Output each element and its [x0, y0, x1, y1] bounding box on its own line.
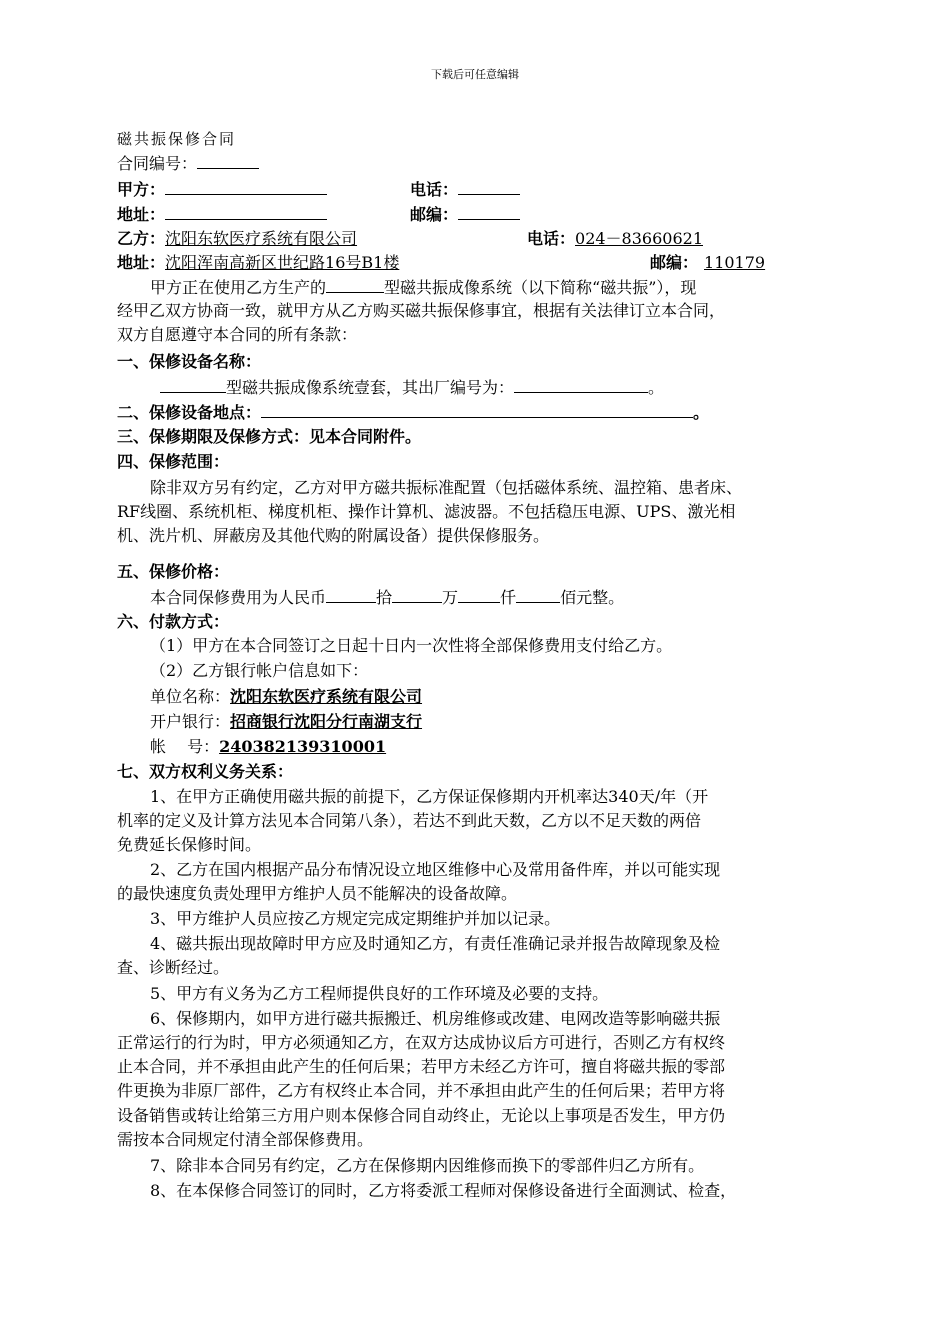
contract-title: 磁共振保修合同: [117, 130, 237, 148]
section-7-heading: 七、双方权利义务关系：: [117, 762, 294, 781]
section-4-line-1: 除非双方另有约定，乙方对甲方磁共振标准配置（包括磁体系统、温控箱、患者床、: [150, 478, 743, 497]
party-b-address: 沈阳浑南高新区世纪路16号B1楼: [165, 253, 400, 272]
party-b-row: [117, 228, 405, 250]
section-5-price: [150, 586, 624, 609]
price-blank-3: [458, 586, 500, 603]
s7-line: 5、甲方有义务为乙方工程师提供良好的工作环境及必要的支持。: [150, 984, 609, 1003]
section-5-heading: 五、保修价格：: [117, 562, 230, 581]
s7-line: 的最快速度负责处理甲方维护人员不能解决的设备故障。: [117, 884, 518, 903]
party-b-postcode-row: [650, 252, 781, 274]
section-1-text: [160, 376, 664, 399]
bank-name: 招商银行沈阳分行南湖支行: [230, 712, 423, 731]
payment-item-2: （2）乙方银行帐户信息如下：: [150, 661, 369, 680]
s7-line: 1、在甲方正确使用磁共振的前提下，乙方保证保修期内开机率达340天/年（开: [150, 787, 709, 806]
s1-text: 型磁共振成像系统壹套，其出厂编号为：: [226, 378, 515, 397]
party-b-postcode-label: 邮编：: [650, 253, 699, 272]
party-a-address-label: 地址：: [117, 205, 166, 224]
party-a-address-blank: [165, 203, 327, 220]
s7-line: 6、保修期内，如甲方进行磁共振搬迁、机房维修或改建、电网改造等影响磁共振: [150, 1009, 721, 1028]
party-a-postcode-label: 邮编：: [410, 205, 459, 224]
s7-line: 2、乙方在国内根据产品分布情况设立地区维修中心及常用备件库，并以可能实现: [150, 860, 721, 879]
party-a-phone-blank: [458, 178, 520, 195]
contract-number-blank: [197, 152, 259, 169]
party-a-phone-row: [410, 178, 520, 201]
party-b-label: 乙方：: [117, 229, 166, 248]
section-4-line-3: 机、洗片机、屏蔽房及其他代购的附属设备）提供保修服务。: [117, 526, 550, 545]
model-blank: [326, 276, 384, 293]
s7-line: 4、磁共振出现故障时甲方应及时通知乙方，有责任准确记录并报告故障现象及检: [150, 934, 721, 953]
party-a-label: 甲方：: [117, 180, 166, 199]
s7-line: 8、在本保修合同签订的同时，乙方将委派工程师对保修设备进行全面测试、检查，: [150, 1181, 737, 1200]
s2-end: 。: [693, 403, 710, 422]
section-3-heading: 三、保修期限及保修方式：见本合同附件。: [117, 427, 422, 446]
party-a-postcode-blank: [458, 203, 520, 220]
bank-name-row: [150, 711, 422, 733]
section-4-line-2: RF线圈、系统机柜、梯度机柜、操作计算机、滤波器。不包括稳压电源、UPS、激光相: [117, 502, 736, 521]
bank-unit-row: [150, 686, 428, 708]
intro-line-1: [150, 276, 696, 299]
contract-number-label: 合同编号：: [117, 154, 198, 173]
s7-line: 止本合同，并不承担由此产生的任何后果；若甲方未经乙方许可，擅自将磁共振的零部: [117, 1057, 726, 1076]
party-b-address-label: 地址：: [117, 253, 166, 272]
s1-end: 。: [648, 378, 665, 397]
s7-line: 正常运行的行为时，甲方必须通知乙方，在双方达成协议后方可进行，否则乙方有权终: [117, 1033, 726, 1052]
contract-number-row: [117, 152, 259, 175]
section-4-heading: 四、保修范围：: [117, 452, 230, 471]
s7-line: 机率的定义及计算方法见本合同第八条），若达不到此天数，乙方以不足天数的两倍: [117, 811, 702, 830]
party-b-phone-row: [527, 228, 703, 250]
s7-line: 需按本合同规定付清全部保修费用。: [117, 1130, 374, 1149]
s1-model-blank: [160, 376, 226, 393]
section-6-heading: 六、付款方式：: [117, 612, 230, 631]
s7-line: 7、除非本合同另有约定，乙方在保修期内因维修而换下的零部件归乙方所有。: [150, 1156, 705, 1175]
payment-item-1: （1）甲方在本合同签订之日起十日内一次性将全部保修费用支付给乙方。: [150, 636, 673, 655]
intro-text-a: 甲方正在使用乙方生产的: [150, 278, 327, 297]
party-b-name: 沈阳东软医疗系统有限公司: [165, 229, 358, 248]
serial-number-blank: [514, 376, 648, 393]
bank-account-label: 帐 号：: [150, 737, 220, 756]
party-a-address-row: [117, 203, 327, 226]
intro-text-b: 型磁共振成像系统（以下简称“磁共振”），现: [384, 278, 697, 297]
bank-account-number: 240382139310001: [219, 737, 387, 756]
bank-name-label: 开户银行：: [150, 712, 231, 731]
bank-unit-name: 沈阳东软医疗系统有限公司: [230, 687, 423, 706]
price-unit-2: 万: [442, 588, 459, 607]
s7-line: 件更换为非原厂部件，乙方有权终止本合同，并不承担由此产生的任何后果；若甲方将: [117, 1081, 726, 1100]
party-b-address-row: [117, 252, 399, 274]
section-2-heading-row: [117, 401, 709, 424]
intro-line-2: 经甲乙双方协商一致，就甲方从乙方购买磁共振保修事宜，根据有关法律订立本合同，: [117, 301, 726, 320]
price-unit-3: 仟: [500, 588, 517, 607]
price-blank-4: [516, 586, 560, 603]
price-text: 本合同保修费用为人民币: [150, 588, 327, 607]
party-a-postcode-row: [410, 203, 520, 226]
price-blank-2: [392, 586, 442, 603]
bank-account-row: [150, 736, 386, 758]
price-unit-4: 佰元整。: [560, 588, 625, 607]
party-b-phone-label: 电话：: [527, 229, 576, 248]
s7-line: 查、诊断经过。: [117, 958, 230, 977]
page-header: 下载后可任意编辑: [431, 68, 519, 81]
price-blank-1: [326, 586, 376, 603]
price-unit-1: 拾: [376, 588, 393, 607]
s7-line: 免费延长保修时间。: [117, 835, 262, 854]
party-a-row: [117, 178, 327, 201]
party-a-phone-label: 电话：: [410, 180, 459, 199]
s7-line: 3、甲方维护人员应按乙方规定完成定期维护并加以记录。: [150, 909, 561, 928]
s7-line: 设备销售或转让给第三方用户则本保修合同自动终止，无论以上事项是否发生，甲方仍: [117, 1106, 726, 1125]
party-a-name-blank: [165, 178, 327, 195]
section-2-heading: 二、保修设备地点：: [117, 403, 262, 422]
location-blank: [261, 401, 693, 418]
party-b-postcode: 110179: [704, 253, 766, 272]
section-1-heading: 一、保修设备名称：: [117, 352, 262, 371]
bank-unit-label: 单位名称：: [150, 687, 231, 706]
intro-line-3: 双方自愿遵守本合同的所有条款：: [117, 325, 358, 344]
party-b-phone: 024－83660621: [575, 229, 703, 248]
